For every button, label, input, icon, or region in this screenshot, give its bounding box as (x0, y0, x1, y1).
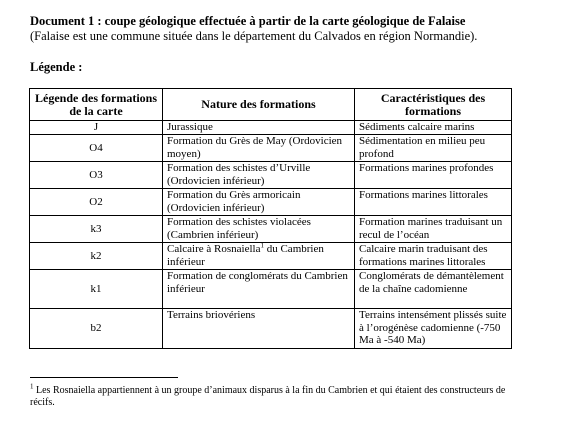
document-subtitle: (Falaise est une commune située dans le département du Calvados en région Normandie). (30, 29, 478, 43)
formation-code: k3 (30, 216, 163, 243)
formation-code: k1 (30, 270, 163, 309)
table-row (30, 121, 512, 135)
formation-nature: Terrains briovériens (163, 309, 355, 349)
formation-characteristics: Sédimentation en milieu peu profond (355, 135, 512, 162)
formation-characteristics: Formations marines profondes (355, 162, 512, 189)
formation-code: O4 (30, 135, 163, 162)
table-header-row (30, 89, 512, 121)
formation-code: O3 (30, 162, 163, 189)
formation-characteristics: Calcaire marin traduisant des formations marines littorales (355, 243, 512, 270)
header-characteristics: Caractéristiques des formations (355, 89, 512, 121)
document-title: Document 1 : coupe géologique effectuée à partir de la carte géologique de Falaise (30, 14, 466, 28)
formation-code: k2 (30, 243, 163, 270)
formation-nature-text: Calcaire à Rosnaiella (167, 243, 261, 255)
formation-code: J (30, 121, 163, 135)
table-row (30, 216, 512, 243)
formation-characteristics: Terrains intensément plissés suite à l’orogénèse cadomienne (-750 Ma à -540 Ma) (355, 309, 512, 349)
formation-code: O2 (30, 189, 163, 216)
formation-nature: Formation du Grès de May (Ordovicien moyen) (163, 135, 355, 162)
formation-nature: Formation des schistes d’Urville (Ordovicien inférieur) (163, 162, 355, 189)
table-row (30, 189, 512, 216)
formation-characteristics: Sédiments calcaire marins (355, 121, 512, 135)
footnote (30, 382, 530, 409)
table-row (30, 162, 512, 189)
formation-nature: Jurassique (163, 121, 355, 135)
footnote-text: Les Rosnaiella appartiennent à un groupe d’animaux disparus à la fin du Cambrien et qui étaient des constructeurs de récifs. (30, 385, 506, 408)
table-row (30, 309, 512, 349)
formation-code: b2 (30, 309, 163, 349)
footnote-marker: 1 (30, 382, 34, 391)
table-row (30, 270, 512, 309)
header-nature: Nature des formations (163, 89, 355, 121)
table-row (30, 243, 512, 270)
formation-nature (163, 243, 355, 270)
formation-characteristics: Formation marines traduisant un recul de l’océan (355, 216, 512, 243)
formation-nature-continued: du Cambrien inférieur (167, 243, 324, 268)
legend-heading: Légende : (30, 60, 83, 74)
footnote-reference: 1 (260, 241, 264, 250)
formation-nature: Formation des schistes violacées (Cambrien inférieur) (163, 216, 355, 243)
formation-characteristics: Formations marines littorales (355, 189, 512, 216)
formation-nature: Formation du Grès armoricain (Ordovicien inférieur) (163, 189, 355, 216)
formation-nature: Formation de conglomérats du Cambrien inférieur (163, 270, 355, 309)
geology-legend-table (29, 88, 512, 349)
formation-characteristics: Conglomérats de démantèlement de la chaîne cadomienne (355, 270, 512, 309)
table-row (30, 135, 512, 162)
header-legend: Légende des formations de la carte (30, 89, 163, 121)
footnote-divider (30, 377, 178, 378)
